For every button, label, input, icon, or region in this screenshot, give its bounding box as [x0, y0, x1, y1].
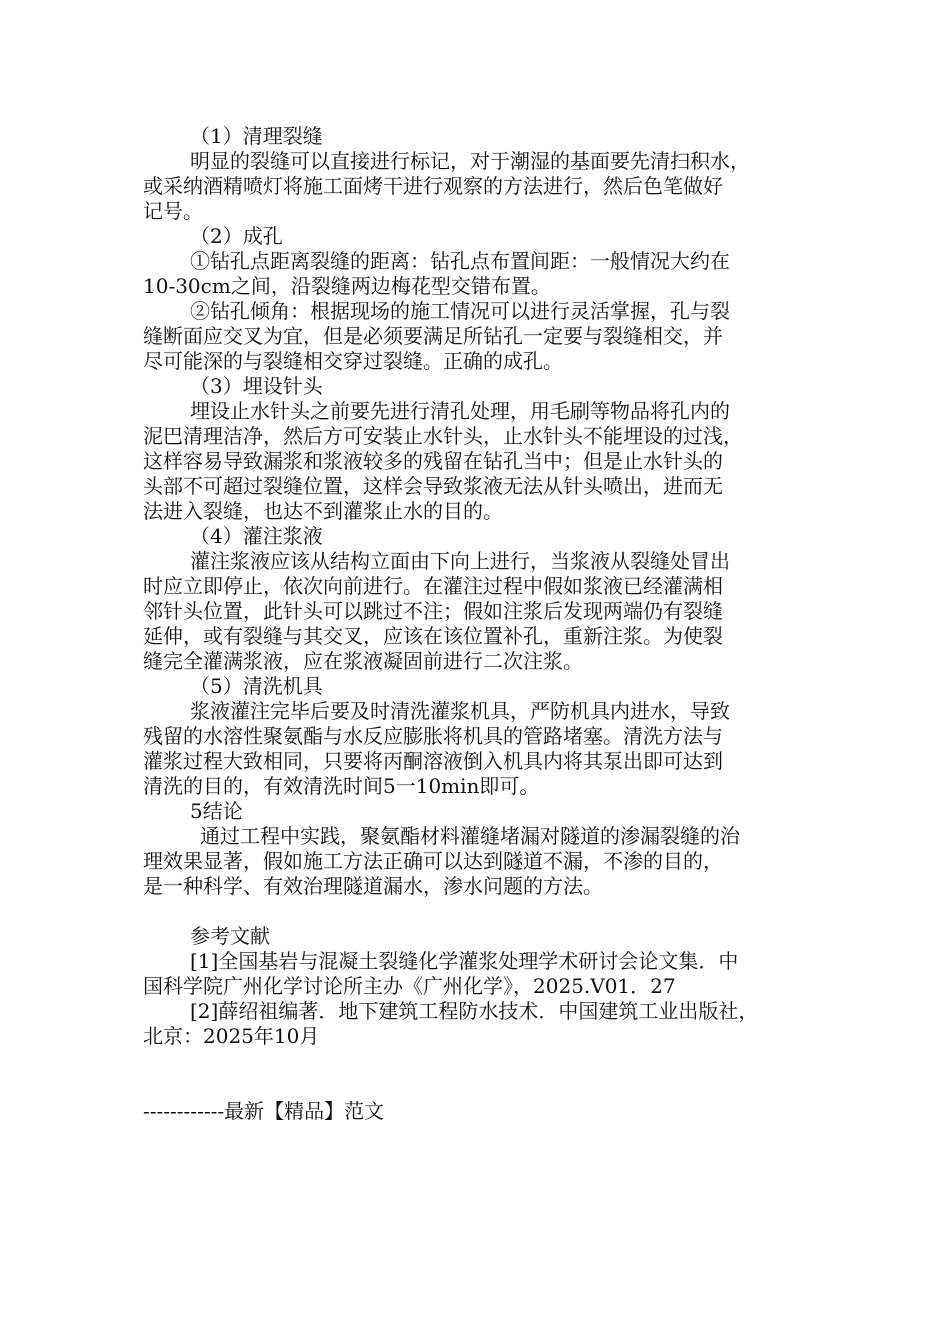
paragraph-line: 埋设止水针头之前要先进行清孔处理，用毛刷等物品将孔内的	[190, 399, 730, 423]
section-heading-clean-crack: （1）清理裂缝	[190, 124, 323, 148]
paragraph-line: 这样容易导致漏浆和浆液较多的残留在钻孔当中；但是止水针头的	[143, 449, 723, 473]
paragraph-line: 尽可能深的与裂缝相交穿过裂缝。正确的成孔。	[143, 349, 563, 373]
paragraph-line: 清洗的目的，有效清洗时间5一10min即可。	[143, 774, 540, 798]
paragraph-line: 残留的水溶性聚氨酯与水反应膨胀将机具的管路堵塞。清洗方法与	[143, 724, 723, 748]
section-heading-grouting: （4）灌注浆液	[190, 524, 323, 548]
references-heading: 参考文献	[190, 924, 270, 948]
paragraph-line: 邻针头位置，此针头可以跳过不注；假如注浆后发现两端仍有裂缝	[143, 599, 723, 623]
paragraph-line: 10-30cm之间，沿裂缝两边梅花型交错布置。	[143, 274, 551, 298]
paragraph-line: 头部不可超过裂缝位置，这样会导致浆液无法从针头喷出，进而无	[143, 474, 723, 498]
paragraph-line: 灌注浆液应该从结构立面由下向上进行，当浆液从裂缝处冒出	[190, 549, 730, 573]
reference-line: [2]薛绍祖编著．地下建筑工程防水技术．中国建筑工业出版社，	[190, 999, 759, 1023]
paragraph-line: 通过工程中实践，聚氨酯材料灌缝堵漏对隧道的渗漏裂缝的治	[200, 824, 740, 848]
section-heading-conclusion: 5结论	[190, 799, 243, 823]
paragraph-line: 缝完全灌满浆液，应在浆液凝固前进行二次注浆。	[143, 649, 583, 673]
paragraph-line: 明显的裂缝可以直接进行标记，对于潮湿的基面要先清扫积水，	[190, 149, 750, 173]
section-heading-drilling: （2）成孔	[190, 224, 283, 248]
reference-line: 北京：2025年10月	[143, 1024, 320, 1048]
paragraph-line: 时应立即停止，依次向前进行。在灌注过程中假如浆液已经灌满相	[143, 574, 723, 598]
paragraph-line: 或采纳酒精喷灯将施工面烤干进行观察的方法进行，然后色笔做好	[143, 174, 723, 198]
paragraph-line: ①钻孔点距离裂缝的距离：钻孔点布置间距：一般情况大约在	[190, 249, 730, 273]
reference-line: [1]全国基岩与混凝土裂缝化学灌浆处理学术研讨会论文集．中	[190, 949, 739, 973]
paragraph-line: 理效果显著，假如施工方法正确可以达到隧道不漏，不渗的目的，	[143, 849, 723, 873]
reference-line: 国科学院广州化学讨论所主办《广州化学》，2025.V01．27	[143, 974, 676, 998]
paragraph-line: 泥巴清理洁净，然后方可安装止水针头，止水针头不能埋设的过浅，	[143, 424, 743, 448]
section-heading-embed-needle: （3）埋设针头	[190, 374, 323, 398]
paragraph-line: 是一种科学、有效治理隧道漏水，渗水问题的方法。	[143, 874, 603, 898]
paragraph-line: 浆液灌注完毕后要及时清洗灌浆机具，严防机具内进水，导致	[190, 699, 730, 723]
section-heading-clean-tools: （5）清洗机具	[190, 674, 323, 698]
paragraph-line: ②钻孔倾角：根据现场的施工情况可以进行灵活掌握，孔与裂	[190, 299, 730, 323]
paragraph-line: 灌浆过程大致相同，只要将丙酮溶液倒入机具内将其泵出即可达到	[143, 749, 723, 773]
paragraph-line: 记号。	[143, 199, 203, 223]
paragraph-line: 缝断面应交叉为宜，但是必须要满足所钻孔一定要与裂缝相交，并	[143, 324, 723, 348]
footer-banner: ------------最新【精品】范文	[143, 1099, 385, 1123]
paragraph-line: 法进入裂缝，也达不到灌浆止水的目的。	[143, 499, 503, 523]
paragraph-line: 延伸，或有裂缝与其交叉，应该在该位置补孔，重新注浆。为使裂	[143, 624, 723, 648]
